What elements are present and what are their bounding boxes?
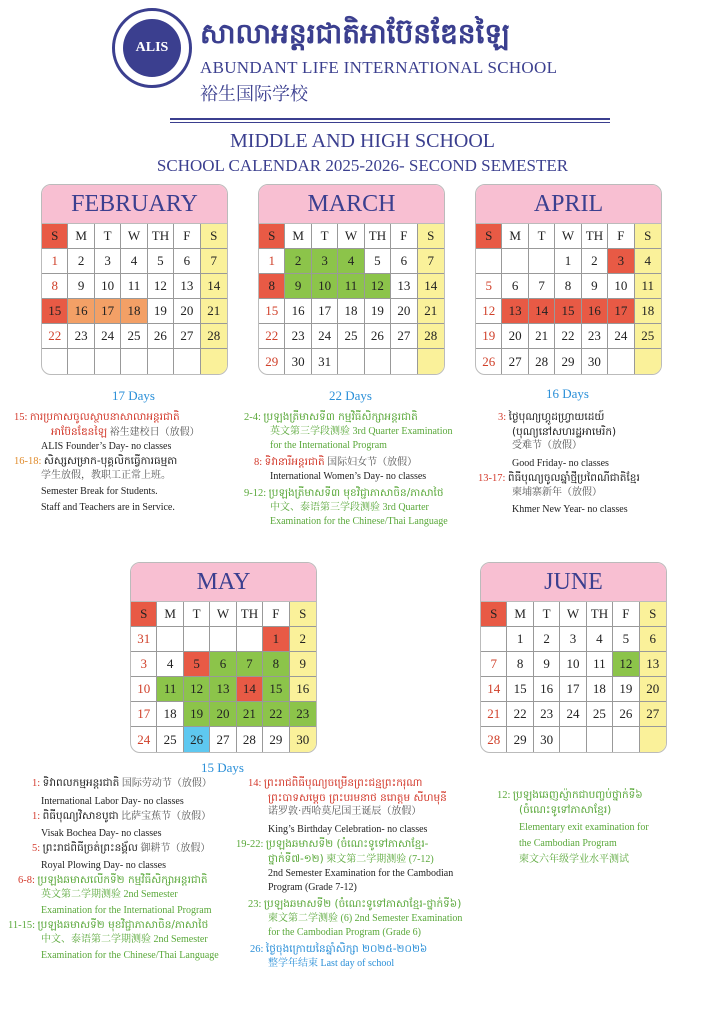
day-cell xyxy=(587,727,613,752)
day-cell: 28 xyxy=(201,324,227,349)
day-cell: 17 xyxy=(608,299,634,324)
day-cell: 27 xyxy=(640,702,666,727)
day-cell: 20 xyxy=(502,324,528,349)
day-cell: 13 xyxy=(210,677,236,702)
weekday-header: T xyxy=(312,224,338,249)
day-cell xyxy=(529,249,555,274)
day-cell: 24 xyxy=(312,324,338,349)
day-cell: 3 xyxy=(95,249,121,274)
school-name-chinese: 裕生国际学校 xyxy=(200,84,308,105)
day-cell: 6 xyxy=(640,627,666,652)
day-cell: 18 xyxy=(635,299,661,324)
day-cell: 29 xyxy=(263,727,289,752)
event-list-march: 2-4: ប្រឡងត្រីមាសទី៣ កម្មវិធីសិក្សាអន្តរជាតិ 英文第三学段测验 3rd Quarter Examination for the International Program 8: ទិវានារីអន្តរជាតិ 国际妇女节（放假） International Women’s Day- no classes 9-12: ប្រឡងត្រីមាសទី៣ មុខវិជ្ជាភាសាចិន/ភាសាថៃ 中文、泰语第三学段测验 3rd Quarter Examination for the Chinese/Thai Language xyxy=(244,411,453,527)
day-cell: 9 xyxy=(285,274,311,299)
day-cell: 13 xyxy=(391,274,417,299)
day-cell: 4 xyxy=(121,249,147,274)
month-name: APRIL xyxy=(476,185,661,224)
day-cell xyxy=(338,349,364,374)
day-cell: 14 xyxy=(529,299,555,324)
day-cell xyxy=(560,727,586,752)
day-cell: 5 xyxy=(148,249,174,274)
day-cell: 23 xyxy=(285,324,311,349)
day-cell: 1 xyxy=(42,249,68,274)
day-cell: 27 xyxy=(174,324,200,349)
day-cell: 5 xyxy=(476,274,502,299)
day-cell: 8 xyxy=(263,652,289,677)
day-cell: 29 xyxy=(555,349,581,374)
day-cell: 20 xyxy=(210,702,236,727)
weekday-header: S xyxy=(290,602,316,627)
day-cell: 22 xyxy=(507,702,533,727)
day-cell: 24 xyxy=(95,324,121,349)
day-cell: 10 xyxy=(95,274,121,299)
school-days-count: 17 Days xyxy=(112,388,155,403)
day-cell xyxy=(502,249,528,274)
day-cell: 23 xyxy=(68,324,94,349)
day-cell: 2 xyxy=(582,249,608,274)
day-cell: 26 xyxy=(148,324,174,349)
day-cell: 30 xyxy=(285,349,311,374)
day-cell: 11 xyxy=(157,677,183,702)
day-cell: 15 xyxy=(555,299,581,324)
divider xyxy=(170,118,610,120)
weekday-header: M xyxy=(507,602,533,627)
weekday-header: S xyxy=(131,602,157,627)
day-cell: 27 xyxy=(391,324,417,349)
month-name: JUNE xyxy=(481,563,666,602)
day-cell: 1 xyxy=(555,249,581,274)
day-cell: 17 xyxy=(560,677,586,702)
day-cell: 21 xyxy=(201,299,227,324)
month-name: FEBRUARY xyxy=(42,185,227,224)
day-cell xyxy=(174,349,200,374)
school-days-count: 22 Days xyxy=(329,388,372,403)
day-cell: 3 xyxy=(608,249,634,274)
day-cell: 11 xyxy=(338,274,364,299)
weekday-header: S xyxy=(259,224,285,249)
day-cell: 29 xyxy=(259,349,285,374)
day-cell: 22 xyxy=(42,324,68,349)
day-cell: 25 xyxy=(635,324,661,349)
weekday-header: W xyxy=(121,224,147,249)
day-cell: 30 xyxy=(582,349,608,374)
day-cell: 19 xyxy=(476,324,502,349)
day-cell: 10 xyxy=(560,652,586,677)
weekday-header: TH xyxy=(365,224,391,249)
day-cell: 26 xyxy=(476,349,502,374)
day-cell: 18 xyxy=(121,299,147,324)
day-cell: 9 xyxy=(582,274,608,299)
school-name-khmer: សាលាអន្តរជាតិអាប៊ែនឌែនឡៃ xyxy=(200,17,510,50)
school-name-english: ABUNDANT LIFE INTERNATIONAL SCHOOL xyxy=(200,58,558,77)
day-cell xyxy=(391,349,417,374)
day-cell: 11 xyxy=(121,274,147,299)
day-cell: 30 xyxy=(534,727,560,752)
weekday-header: T xyxy=(529,224,555,249)
day-cell xyxy=(418,349,444,374)
school-days-count: 16 Days xyxy=(546,386,589,401)
weekday-header: TH xyxy=(148,224,174,249)
day-cell: 22 xyxy=(263,702,289,727)
day-cell xyxy=(121,349,147,374)
school-days-count: 15 Days xyxy=(201,760,244,775)
page-title: MIDDLE AND HIGH SCHOOL xyxy=(230,130,495,152)
day-cell: 9 xyxy=(290,652,316,677)
day-cell xyxy=(237,627,263,652)
weekday-header: W xyxy=(210,602,236,627)
day-cell: 25 xyxy=(338,324,364,349)
day-cell: 25 xyxy=(587,702,613,727)
day-cell: 10 xyxy=(608,274,634,299)
day-cell: 8 xyxy=(259,274,285,299)
weekday-header: TH xyxy=(582,224,608,249)
day-cell: 4 xyxy=(338,249,364,274)
weekday-header: M xyxy=(285,224,311,249)
day-cell: 11 xyxy=(587,652,613,677)
day-cell xyxy=(210,627,236,652)
day-cell xyxy=(148,349,174,374)
day-cell: 6 xyxy=(174,249,200,274)
day-cell: 14 xyxy=(201,274,227,299)
day-cell: 28 xyxy=(481,727,507,752)
day-cell: 22 xyxy=(259,324,285,349)
event-list-may-continued: 14: ព្រះរាជពិធីបុណ្យចម្រើនព្រះជន្មព្រះករុណា ព្រះបាទសម្ដេច ព្រះបរមនាថ នរោត្តម សីហមុនី 诺罗敦·西哈莫尼国王诞辰（放假） King’s Birthday Celebration- no classes 19-22: ប្រឡងឆមាសទី២ (ចំណេះទូទៅភាសាខ្មែរ- ថ្នាក់ទី៧-១២) 柬文第二学期测验 (7-12) 2nd Semester Examination for the Cambodian Program (Grade 7-12) 23: ប្រឡងឆមាសទី២ (ចំណេះទូទៅភាសាខ្មែរ-ថ្នាក់ទី៦) 柬文第二学测验 (6) 2nd Semester Examination for the Cambodian Program (Grade 6) 26: ថ្ងៃចុងក្រោយនៃឆ្នាំសិក្សា ២០២៥-២០២៦ 整学年结束 Last day of school xyxy=(236,777,463,969)
weekday-header: T xyxy=(184,602,210,627)
weekday-header: M xyxy=(68,224,94,249)
day-cell: 28 xyxy=(529,349,555,374)
day-cell: 9 xyxy=(534,652,560,677)
day-cell: 10 xyxy=(312,274,338,299)
day-cell: 23 xyxy=(582,324,608,349)
day-cell: 4 xyxy=(157,652,183,677)
weekday-header: W xyxy=(560,602,586,627)
calendar-march xyxy=(258,184,445,375)
weekday-header: M xyxy=(157,602,183,627)
day-cell: 21 xyxy=(481,702,507,727)
day-cell: 27 xyxy=(502,349,528,374)
day-cell: 2 xyxy=(285,249,311,274)
day-cell: 7 xyxy=(529,274,555,299)
day-cell: 26 xyxy=(365,324,391,349)
day-cell: 6 xyxy=(210,652,236,677)
day-cell: 16 xyxy=(290,677,316,702)
weekday-header: T xyxy=(95,224,121,249)
day-cell: 23 xyxy=(290,702,316,727)
day-cell xyxy=(608,349,634,374)
weekday-header: TH xyxy=(237,602,263,627)
day-cell: 7 xyxy=(481,652,507,677)
weekday-header: F xyxy=(608,224,634,249)
calendar-may xyxy=(130,562,317,753)
day-cell: 20 xyxy=(174,299,200,324)
day-cell: 16 xyxy=(285,299,311,324)
day-cell: 5 xyxy=(613,627,639,652)
day-cell: 17 xyxy=(312,299,338,324)
calendar-june xyxy=(480,562,667,753)
day-cell: 12 xyxy=(365,274,391,299)
day-cell: 3 xyxy=(560,627,586,652)
day-cell: 7 xyxy=(418,249,444,274)
day-cell: 16 xyxy=(582,299,608,324)
day-cell: 4 xyxy=(587,627,613,652)
day-cell: 12 xyxy=(184,677,210,702)
weekday-header: W xyxy=(338,224,364,249)
day-cell: 21 xyxy=(418,299,444,324)
month-name: MARCH xyxy=(259,185,444,224)
day-cell: 19 xyxy=(184,702,210,727)
weekday-header: S xyxy=(476,224,502,249)
day-cell: 1 xyxy=(259,249,285,274)
day-cell: 18 xyxy=(587,677,613,702)
day-cell: 8 xyxy=(507,652,533,677)
day-cell: 15 xyxy=(507,677,533,702)
day-cell: 18 xyxy=(157,702,183,727)
day-cell: 28 xyxy=(237,727,263,752)
day-cell: 12 xyxy=(476,299,502,324)
day-cell: 7 xyxy=(237,652,263,677)
day-cell xyxy=(201,349,227,374)
day-cell xyxy=(68,349,94,374)
day-cell: 19 xyxy=(148,299,174,324)
day-cell: 16 xyxy=(534,677,560,702)
day-cell xyxy=(476,249,502,274)
calendar-february xyxy=(41,184,228,375)
day-cell: 20 xyxy=(391,299,417,324)
day-cell: 26 xyxy=(184,727,210,752)
day-cell: 11 xyxy=(635,274,661,299)
event-list-may: 1: ទិវាពលកម្មអន្តរជាតិ 国际劳动节（放假） International Labor Day- no classes 1: ពិធីបុណ្យវិសាខបូជា 比萨宝蕉节（放假） Visak Bochea Day- no classes 5: ព្រះរាជពិធីច្រត់ព្រះនង្គ័ល 御耕节（放假） Royal Plowing Day- no classes 6-8: ប្រឡងឆមាសលើកទី២ កម្មវិធីសិក្សាអន្តរជាតិ 英文第二学期测验 2nd Semester Examination for the International Program 11-15: ប្រឡងឆមាសទី២ មុខវិជ្ជាភាសាចិន/ភាសាថៃ 中文、泰语第二学期测验 2nd Semester Examination for the Chinese/Thai Language xyxy=(8,777,219,961)
day-cell: 31 xyxy=(312,349,338,374)
weekday-header: F xyxy=(391,224,417,249)
weekday-header: F xyxy=(613,602,639,627)
day-cell: 1 xyxy=(263,627,289,652)
day-cell: 28 xyxy=(418,324,444,349)
event-list-april: 3: ថ្ងៃបុណ្យហ្គូដហ្វ្រាយដេយ៍ (បុណ្យនៅសហរដ្ឋអាមេរិក) 受难节（放假） Good Friday- no classes 13-17: ពិធីបុណ្យចូលឆ្នាំថ្មីប្រពៃណីជាតិខ្មែរ 柬埔寨新年（放假） Khmer New Year- no classes xyxy=(478,411,640,515)
day-cell: 8 xyxy=(555,274,581,299)
day-cell xyxy=(365,349,391,374)
day-cell: 7 xyxy=(201,249,227,274)
weekday-header: S xyxy=(201,224,227,249)
event-list-june: 12: ប្រឡងឆេញស្ញ៉ាកជាបញ្ចប់ថ្នាក់ទី៦ (ចំណេះទូទៅភាសាខ្មែរ) Elementary exit examination for the Cambodian Program 柬文六年级学业水平测试 xyxy=(497,789,649,865)
day-cell xyxy=(640,727,666,752)
day-cell xyxy=(42,349,68,374)
day-cell: 15 xyxy=(42,299,68,324)
weekday-header: TH xyxy=(587,602,613,627)
page-subtitle: SCHOOL CALENDAR 2025-2026- SECOND SEMESTER xyxy=(156,156,569,175)
day-cell: 16 xyxy=(68,299,94,324)
weekday-header: S xyxy=(640,602,666,627)
day-cell: 6 xyxy=(502,274,528,299)
day-cell: 21 xyxy=(237,702,263,727)
weekday-header: M xyxy=(502,224,528,249)
day-cell: 24 xyxy=(131,727,157,752)
day-cell: 14 xyxy=(237,677,263,702)
day-cell: 1 xyxy=(507,627,533,652)
school-logo xyxy=(112,8,192,88)
day-cell: 23 xyxy=(534,702,560,727)
day-cell: 22 xyxy=(555,324,581,349)
day-cell xyxy=(95,349,121,374)
day-cell: 10 xyxy=(131,677,157,702)
day-cell: 25 xyxy=(121,324,147,349)
day-cell: 18 xyxy=(338,299,364,324)
day-cell: 17 xyxy=(95,299,121,324)
day-cell: 29 xyxy=(507,727,533,752)
day-cell: 2 xyxy=(68,249,94,274)
day-cell: 9 xyxy=(68,274,94,299)
day-cell: 27 xyxy=(210,727,236,752)
day-cell: 21 xyxy=(529,324,555,349)
day-cell: 24 xyxy=(560,702,586,727)
day-cell xyxy=(481,627,507,652)
day-cell: 31 xyxy=(131,627,157,652)
day-cell: 3 xyxy=(312,249,338,274)
weekday-header: F xyxy=(263,602,289,627)
weekday-header: T xyxy=(534,602,560,627)
month-name: MAY xyxy=(131,563,316,602)
logo-text: ALIS xyxy=(123,19,181,77)
day-cell: 13 xyxy=(640,652,666,677)
day-cell: 20 xyxy=(640,677,666,702)
day-cell xyxy=(613,727,639,752)
day-cell: 26 xyxy=(613,702,639,727)
day-cell: 8 xyxy=(42,274,68,299)
calendar-april xyxy=(475,184,662,375)
day-cell: 14 xyxy=(481,677,507,702)
day-cell: 12 xyxy=(613,652,639,677)
day-cell: 2 xyxy=(290,627,316,652)
day-cell: 19 xyxy=(613,677,639,702)
day-cell: 13 xyxy=(174,274,200,299)
day-cell: 6 xyxy=(391,249,417,274)
day-cell: 30 xyxy=(290,727,316,752)
weekday-header: F xyxy=(174,224,200,249)
day-cell: 24 xyxy=(608,324,634,349)
day-cell: 12 xyxy=(148,274,174,299)
day-cell: 19 xyxy=(365,299,391,324)
day-cell: 5 xyxy=(365,249,391,274)
day-cell: 2 xyxy=(534,627,560,652)
day-cell: 14 xyxy=(418,274,444,299)
day-cell: 15 xyxy=(259,299,285,324)
weekday-header: S xyxy=(635,224,661,249)
weekday-header: S xyxy=(42,224,68,249)
day-cell xyxy=(184,627,210,652)
day-cell: 25 xyxy=(157,727,183,752)
weekday-header: W xyxy=(555,224,581,249)
day-cell: 17 xyxy=(131,702,157,727)
event-list-february: 15: ការប្រកាសចូលស្ថាបនាសាលាអន្តរជាតិ អាប៊ែនឌែនឡៃ 裕生建校日（放假） ALIS Founder’s Day- no classes 16-18: សិស្សសម្រាក-បុគ្គលិកធ្វើការធម្មតា 学生放假，教职工正常上班。 Semester Break for Students. Staff and Teachers are in Service. xyxy=(14,411,200,513)
weekday-header: S xyxy=(481,602,507,627)
day-cell xyxy=(635,349,661,374)
divider xyxy=(170,122,610,123)
day-cell: 5 xyxy=(184,652,210,677)
day-cell: 3 xyxy=(131,652,157,677)
day-cell: 4 xyxy=(635,249,661,274)
day-cell: 15 xyxy=(263,677,289,702)
day-cell xyxy=(157,627,183,652)
weekday-header: S xyxy=(418,224,444,249)
day-cell: 13 xyxy=(502,299,528,324)
